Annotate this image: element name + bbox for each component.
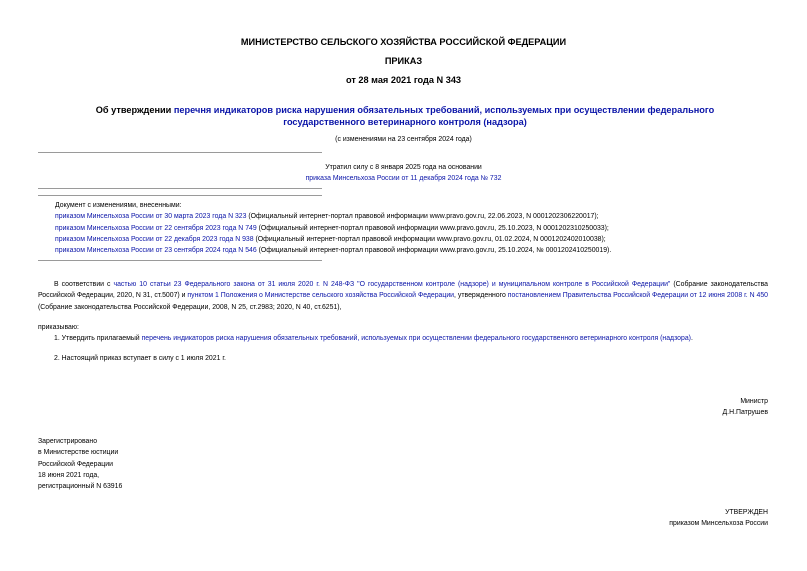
revision-note: (с изменениями на 23 сентября 2024 года) — [335, 136, 472, 143]
approved-block — [669, 507, 768, 530]
signatory-position: Министр — [740, 398, 768, 405]
amendments-block — [55, 200, 775, 256]
divider — [38, 152, 322, 153]
amendment-link[interactable]: приказом Минсельхоза России от 23 сентября 2024 года N 546 — [55, 247, 257, 255]
approved-by: приказом Минсельхоза России — [669, 520, 768, 528]
title-prefix: Об утверждении — [95, 105, 174, 115]
law-link[interactable]: частью 10 статьи 23 Федерального закона от 31 июля 2020 г. N 248-ФЗ "О государственном контроле (надзоре) и муниципальном контроле в Российской Федерации" — [113, 281, 671, 288]
divider — [38, 260, 322, 261]
indicators-list-link[interactable]: перечень индикаторов риска нарушения обязательных требований, используемых при осуществлении федерального государственного ветеринарного контроля (надзора) — [141, 335, 691, 342]
divider — [38, 188, 322, 189]
approved-label: УТВЕРЖДЕН — [725, 509, 768, 516]
registration-line: Российской Федерации — [38, 460, 113, 468]
regulation-point-link[interactable]: пунктом 1 Положения о Министерстве сельского хозяйства Российской Федерации — [187, 292, 455, 300]
lost-force-line: Утратил силу с 8 января 2025 года на основании — [325, 164, 482, 171]
amendment-item: приказом Минсельхоза России от 23 сентября 2024 года N 546 (Официальный интернет-портал правовой информации www.pravo.gov.ru, 25.10.2024, № 0001202410250019). — [55, 247, 612, 255]
government-decree-link[interactable]: постановлением Правительства Российской Федерации от 12 июня 2008 г. N 450 — [507, 292, 768, 300]
title-link[interactable]: перечня индикаторов риска нарушения обязательных требований, используемых при осуществлении федерального государственного ветеринарного контроля (надзора) — [173, 105, 715, 127]
preamble-paragraph: В соответствии с частью 10 статьи 23 Федерального закона от 31 июля 2020 г. N 248-ФЗ "О государственном контроле (надзоре) и муниципальном контроле в Российской Федерации" (Собрание законодательства Российской Федерации, 2020, N 31, ст.5007) и пунктом 1 Положения о Министерстве сельского хозяйства Российской Федерации, утвержденного постановлением Правительства Российской Федерации от 12 июня 2008 г. N 450 (Собрание законодательства Российской Федерации, 2008, N 25, ст.2983; 2020, N 40, ст.6251), — [38, 281, 769, 311]
amendment-item: приказом Минсельхоза России от 22 декабря 2023 года N 938 (Официальный интернет-портал правовой информации www.pravo.gov.ru, 01.02.2024, N 0001202402010038); — [55, 235, 606, 243]
registration-line: 18 июня 2021 года, — [38, 471, 100, 479]
amendments-heading: Документ с изменениями, внесенными: — [55, 202, 182, 209]
document-date-number: от 28 мая 2021 года N 343 — [345, 75, 462, 85]
registration-block — [38, 436, 122, 492]
divider — [38, 195, 322, 196]
order-word: приказываю: — [38, 324, 79, 331]
order-item-2: 2. Настоящий приказ вступает в силу с 1 июля 2021 г. — [54, 355, 226, 362]
document-type: ПРИКАЗ — [384, 56, 423, 66]
order-item-1: 1. Утвердить прилагаемый перечень индикаторов риска нарушения обязательных требований, используемых при осуществлении федерального государственного ветеринарного контроля (надзора). — [54, 335, 693, 342]
amendment-link[interactable]: приказом Минсельхоза России от 22 сентября 2023 года N 749 — [55, 224, 257, 232]
signature-block — [723, 396, 768, 419]
amendment-link[interactable]: приказом Минсельхоза России от 30 марта 2023 года N 323 — [55, 213, 247, 221]
amendment-link[interactable]: приказом Минсельхоза России от 22 декабря 2023 года N 938 — [55, 235, 254, 243]
ministry-heading: МИНИСТЕРСТВО СЕЛЬСКОГО ХОЗЯЙСТВА РОССИЙСКОЙ ФЕДЕРАЦИИ — [240, 37, 567, 47]
signatory-name: Д.Н.Патрушев — [722, 409, 768, 417]
amendment-item: приказом Минсельхоза России от 22 сентября 2023 года N 749 (Официальный интернет-портал правовой информации www.pravo.gov.ru, 25.10.2023, N 0001202310250033); — [55, 224, 609, 232]
registration-line: регистрационный N 63916 — [38, 483, 123, 491]
registration-line: Зарегистрировано — [38, 438, 98, 445]
lost-force-link[interactable]: приказа Минсельхоза России от 11 декабря 2024 года № 732 — [305, 175, 502, 182]
amendment-item: приказом Минсельхоза России от 30 марта 2023 года N 323 (Официальный интернет-портал правовой информации www.pravo.gov.ru, 22.06.2023, N 0001202306220017); — [55, 213, 599, 221]
registration-line: в Министерстве юстиции — [38, 449, 119, 457]
document-title — [55, 104, 755, 128]
